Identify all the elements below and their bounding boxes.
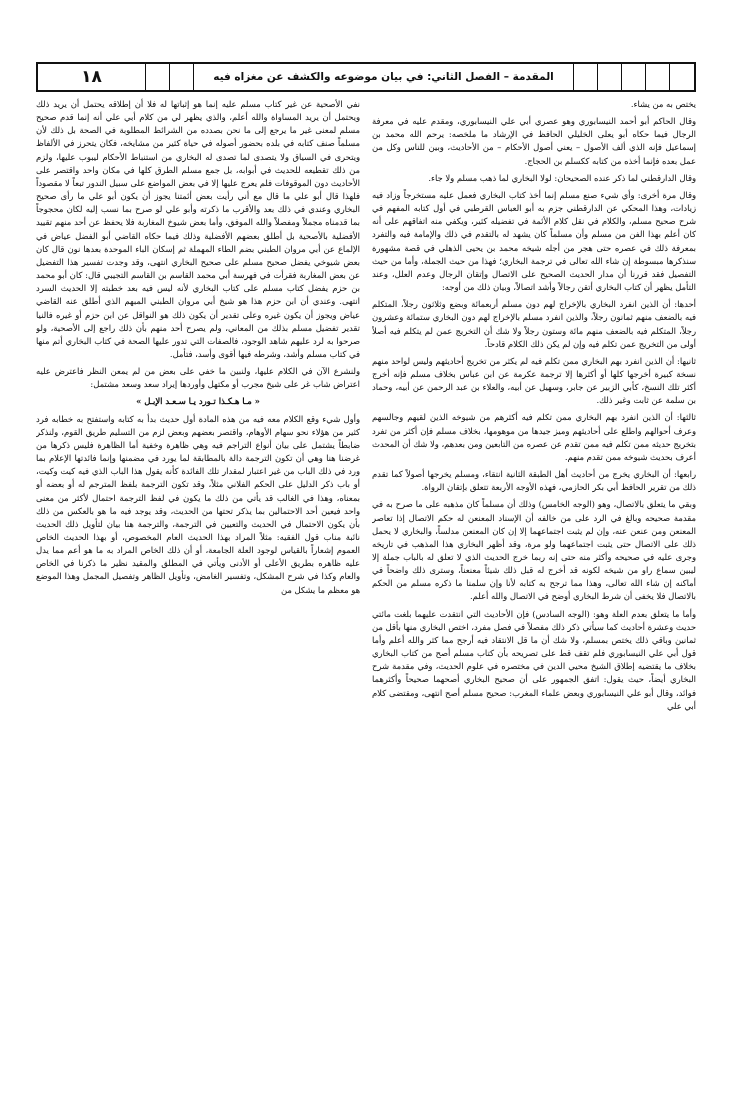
paragraph: وقال الدارقطني لما ذكر عنده الصحيحان: لولا البخاري لما ذهب مسلم ولا جاء. [428,172,696,183]
paragraph: وقال الحاكم أبو أحمد النيسابوري وهو عصري أبي علي النيسابوري، ومقدم عليه في معرفة الرجال فيما حكاه أبو يعلى الخليلي الحافظ في الإرشاد ما ملخصه: يرحم الله محمد بن إسماعيل فإنه الذي ألف الأصول – يعني أصول الأحكام – من الأحاديث، وبين للناس وكل من عمل بعده فإنما أخذه من كتابه ككسلم بن الحجاج. [372,116,696,166]
paragraph: وقال مرة أخرى: وأي شيء صنع مسلم إنما أخذ كتاب البخاري فعمل عليه مستخرجاً وزاد فيه زيادات، وهذا المحكي عن الدارقطني جزم به أبو العباس القرطبي في أول كتابه المفهم في شرح صحيح مسلم، والكلام في نقل كلام الأئمة في تفضيله كثير، ويكفي منه اتفاقهم على أنه كان أعلم بهذا الفن من مسلم وأن مسلماً كان يشهد له بالتقدم في ذلك والإمامة فيه والتفرد بمعرفة ذلك في عصره حتى هجر من أجله شيخه محمد بن يحيى الذهلي في قصة مشهورة سنذكرها مبسوطة إن شاء الله تعالى في ترجمة البخاري؛ فهذا من حيث الجملة، وأما من حيث التفصيل فقد قررنا أن مدار الحديث الصحيح على الاتصال وإتقان الرجال وعدم العلل، وعند التأمل يظهر أن كتاب البخاري أتقن رجالاً وأشد اتصالاً، وبيان ذلك من أوجه: [372,189,696,293]
paragraph: نفي الأصحية عن غير كتاب مسلم عليه إنما هو إثباتها له فلا أن إطلاقه يحتمل أن يريد ذلك ويحتمل أن يريد المساواة والله أعلم، والذي يظهر لي من كلام أبي علي أنه إنما قدم صحيح مسلم لمعنى غير ما يرجع إلى ما نحن بصدده من الشرائط المطلوبة في الصحة بل ذلك لأن مسلماً صنف كتابه في بلده بحضور أصوله في حياة كثير من مشايخه، فكان يتحرز في الألفاظ ويتحرى في السياق ولا يتصدى لما تصدى له البخاري من استنباط الأحكام ليبوب عليها، ولزم من ذلك تقطيعه للحديث في أبوابه، بل جمع مسلم الطرق كلها في مكان واحد واقتصر على الأحاديث دون الموقوفات فلم يعرج عليها إلا في بعض المواضع على سبيل الندور تبعاً لا مقصوداً فلهذا قال أبو علي ما قال مع أني رأيت بعض أئمتنا يجوز أن يكون أبو علي ما رأى صحيح البخاري وعندي في ذلك بعد والأقرب ما ذكرته وأبو علي لو صرح بما نسب إليه لكان محجوجاً بما قدمناه مجملاً ومفصلاً والله الموفق، وأما بعض شيوخ المغاربة فلا يحفظ عن أحد منهم تقييد الأفضلية بالأصحية بل أطلق بعضهم الأفضلية وذلك فيما حكاه القاضي أبو الفضل عياض في الإلماع عن أبي مروان الطبني بضم الطاء المهملة ثم إسكان الباء الموحدة بعدها نون قال كان بعض شيوخي يفضل صحيح مسلم على صحيح البخاري انتهى، وقد وجدت تفسير هذا التفضيل عن بعض المغاربة فقرأت في فهرسة أبي محمد القاسم بن القاسم التجيبي قال: كان أبو محمد بن حزم يفضل كتاب مسلم على كتاب البخاري لأنه ليس فيه بعد خطبته إلا الحديث السرد انتهى. وعندي أن ابن حزم هذا هو شيخ أبي مروان الطبني المبهم الذي أطلق عنه القاضي عياض ويجوز أن يكون غيره وعلى تقدير أن يكون ذلك هو النواقل عن ابن حزم أو غيره فالنيا تقدير تفضيل مسلم بذلك من المعاني، ولم يصرح أحد منهم بأن ذلك راجع إلى الأصحية، ولو صرحوا به لرد عليهم شاهد الوجود، فالصفات التي تدور عليها الصحة في كتاب البخاري أتم منها في كتاب مسلم وأشد، وشرطه فيها أقوى وأسد، فتأمل. [36,99,360,359]
paragraph: وبقي ما يتعلق بالاتصال، وهو (الوجه الخامس) وذلك أن مسلماً كان مذهبه على ما صرح به في مقدمة صحيحه وبالغ في الرد على من خالفه أن الإسناد المعنعن له حكم الاتصال إذا تعاصر المعنعن ومن عنعن عنه، وإن لم يثبت اجتماعهما إلا إن كان المعنعن مدلساً، والبخاري لا يحمل ذلك على الاتصال حتى يثبت اجتماعهما ولو مرة، وقد أظهر البخاري هذا المذهب في تاريخه وجرى عليه في صحيحه وأكثر منه حتى إنه ربما خرج الحديث الذي لا تعلق له بالباب جملة إلا ليبين سماع راو من شيخه لكونه قد أخرج له قبل ذلك شيئاً معنعناً، وسترى ذلك واضحاً في أماكنه إن شاء الله تعالى، وهذا مما ترجح به كتابه لأنا وإن سلمنا ما ذكره مسلم من الحكم بالاتصال فلا يخفى أن شرط البخاري أوضح في الاتصال والله أعلم. [372,499,696,602]
right-column [372,98,696,1098]
header-cell [670,64,694,90]
header-cell [574,64,598,90]
page-header [36,62,696,92]
header-cell [170,64,194,90]
header-cell [622,64,646,90]
header-cell [146,64,170,90]
paragraph: أحدها: أن الذين انفرد البخاري بالإخراج لهم دون مسلم أربعمائة وبضع وثلاثون رجلاً، المتكلم فيه بالضعف منهم ثمانون رجلاً، والذين انفرد مسلم بالإخراج لهم دون البخاري ستمائة وعشرون رجلاً، المتكلم فيه بالضعف منهم مائة وستون رجلاً ولا شك أن التخريج عمن لم يتكلم فيه أصلاً أولى من التخريج عمن تكلم فيه وإن لم يكن ذلك الكلام قادحاً. [372,299,696,349]
paragraph: يختص به من يشاء. [630,99,696,109]
paragraph: رابعها: أن البخاري يخرج من أحاديث أهل الطبقة الثانية انتقاء، ومسلم يخرجها أصولاً كما تقدم ذلك من تقرير الحافظ أبي بكر الحازمي، فهذه الأوجه الأربعة تتعلق بإتقان الرواة. [372,469,696,493]
left-column [36,98,360,1098]
text-columns [36,98,696,1098]
column-gap [360,98,372,1098]
header-cell [646,64,670,90]
paragraph: ولنشرع الآن في الكلام عليها، ولنبين ما خفي على بعض من لم يمعن النظر فاعترض عليه اعتراض شاب غر على شيخ مجرب أو مكتهل وأوردها إيراد سعد وسعد مشتمل: [36,366,360,390]
paragraph: ثالثها: أن الذين انفرد بهم البخاري ممن تكلم فيه أكثرهم من شيوخه الذين لقيهم وجالسهم وعرف أحوالهم واطلع على أحاديثهم وميز جيدها من موهومها، بخلاف مسلم فإن أكثر من تفرد بتخريج حديثه ممن تكلم فيه ممن تقدم عن عصره من التابعين ومن بعدهم، ولا شك أن المحدث أعرف بحديث شيوخه ممن تقدم منهم. [372,412,696,462]
page-number: ١٨ [38,64,146,90]
paragraph: وأول شيء وقع الكلام معه فيه من هذه المادة أول حديث بدأ به كتابه واستفتح به خطابه فرد كثير من هؤلاء نحو سهام الأوهام، واقتصر بعضهم وبعض لزم من التسليم طريق القوم، ولنذكر ضابطاً يشتمل على بيان أنواع التراجم فيه وهي ظاهرة وخفية أما الظاهرة فليس ذكرها من غرضنا هنا وهي أن تكون الترجمة دالة بالمطابقة لما يورد في مضمنها وإنما فائدتها الإعلام بما ورد في ذلك الباب من غير اعتبار لمقدار تلك الفائدة كأنه يقول هذا الباب الذي فيه كيت وكيت، أو باب ذكر الدليل على الحكم الفلاني مثلاً، وقد تكون الترجمة بلفظ المترجم له أو بعضه أو بمعناه، وهذا في الغالب قد يأتي من ذلك ما يكون في لفظ الترجمة احتمال لأكثر من معنى واحد فيعين أحد الاحتمالين بما يذكر تحتها من الحديث، وقد يوجد فيه ما هو بالعكس من ذلك بأن يكون الاحتمال في الحديث والتعيين في الترجمة، والترجمة هنا بيان لتأويل ذلك الحديث نائبة مناب قول الفقيه: مثلاً المراد بهذا الحديث العام المخصوص، أو بهذا الحديث الخاص العموم إشعاراً بالقياس لوجود العلة الجامعة، أو أن ذلك الخاص المراد به ما هو أعم مما يدل عليه ظاهره بطريق الأعلى أو الأدنى ويأتي في المطلق والمقيد نظير ما ذكرنا في الخاص والعام وكذا في شرح المشكل، وتفسير الغامض، وتأويل الظاهر وتفصيل المجمل وهذا الموضع هو معظم ما يشكل من [36,413,360,595]
paragraph: ثانيها: أن الذين انفرد بهم البخاري ممن تكلم فيه لم يكثر من تخريج أحاديثهم وليس لواحد منهم نسخة كبيرة أخرجها كلها أو أكثرها إلا ترجمة عكرمة عن ابن عباس بخلاف مسلم فإنه أخرج أكثر تلك النسخ، كأبي الزبير عن جابر، وسهيل عن أبيه، والعلاء بن عبد الرحمن عن أبيه، وحماد بن سلمة عن ثابت وغير ذلك. [372,355,696,406]
paragraph: وأما ما يتعلق بعدم العلة وهو: (الوجه السادس) فإن الأحاديث التي انتقدت عليهما بلغت مائتي حديث وعشرة أحاديث كما سيأتي ذكر ذلك مفصلاً في فصل مفرد، اختص البخاري منها بأقل من ثمانين وباقي ذلك يختص بمسلم، ولا شك أن ما قل الانتقاد فيه أرجح مما كثر والله أعلم وأما قول أبي علي النيسابوري فلم تقف قط على تصريحه بأن كتاب مسلم أصح من كتاب البخاري بخلاف ما يقتضيه إطلاق الشيخ محيي الدين في مختصره في علوم الحديث، وفي مقدمة شرح البخاري أيضاً، حيث يقول: اتفق الجمهور على أن صحيح البخاري أصحهما صحيحاً وأكثرهما فوائد، وقال أبو علي النيسابوري وبعض علماء المغرب: صحيح مسلم أصح انتهى، ومقتضى كلام أبي علي [372,608,696,711]
chapter-title: المقدمة – الفصل الثاني: في بيان موضوعه والكشف عن مغزاه فيه [194,64,574,90]
poem-verse: « مـا هـكـذا تـورد يـا سـعـد الإبـل » [136,396,260,407]
header-cell [598,64,622,90]
